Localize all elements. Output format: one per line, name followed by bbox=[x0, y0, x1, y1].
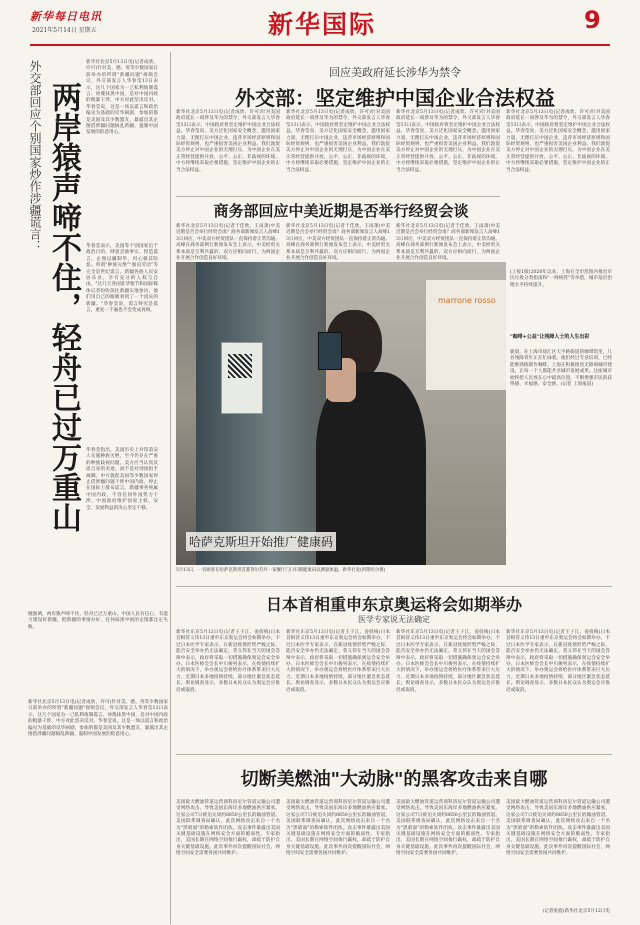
sidebar-body: 鹿晨，在上海市徐汇区天平路街道的咖啡馆里，几名残障青年正在忙碌着。他们经过专业培训，已经能够熟练制作咖啡。上海正积极推进无障碍城市建设，让每一个人都能共享城市发展成果。这座城市始终把人民放在心中最高位置，不断增强市民的获得感、幸福感、安全感。(记者 上海报道) bbox=[510, 350, 612, 388]
date-line: 2021年5月14日 星期五 bbox=[32, 27, 97, 34]
bottom-body-col2: 美国最大燃油管道运营商科洛尼尔管道运输公司遭受网络攻击，导致美国东海岸多地燃油供应紧张。这家公司7日被迫关闭约8850公里长的输油管道。美国联邦调查局确认，此次网络攻击来自一个名为"黑暗面"的勒索软件团伙。攻击事件暴露出美国关键基础设施在网络安全方面的脆弱性。专家指出，美国长期在网络空间推行霸权，却疏于防护自身关键基础设施。此次事件再次提醒国际社会，网络空间安全需要各国共同维护。 bbox=[286, 800, 390, 857]
photo-qr-code bbox=[228, 354, 252, 378]
page-number: 9 bbox=[584, 6, 601, 34]
bottom-footer-credit: (记者张旋)新华社北京5月12日电 bbox=[542, 909, 610, 914]
top-body-col2: 新华社北京5月13日电(记者成欣、许可)针对美国政府延长一项涉及华为的禁令，外交部发言人华春莹13日表示，中国政府将坚定维护中国企业合法权益。华春莹说，美方泛化国家安全概念，滥用国家力量，无理打压中国企业，违背市场经济原则和国际经贸规则，也严重损害美国企业利益。我们敦促美方停止对中国企业的无理打压，为中国企业在美正常经营提供开放、公平、公正、非歧视的环境。中方将继续采取必要措施，坚定维护中国企业的正当合法权益。 bbox=[286, 110, 390, 173]
mid-rule bbox=[176, 586, 612, 587]
sidebar-subhead: "咖啡+公益"让残障人士的人生出彩 bbox=[510, 334, 590, 340]
commerce-headline: 商务部回应中美近期是否举行经贸会谈 bbox=[213, 202, 469, 220]
commerce-body-col2: 新华社北京5月13日电(记者于佳欣、王雨萧)中美近期是否会举行经贸会谈？商务部新闻发言人高峰13日回应，中美双方经贸团队一直保持着正常沟通。高峰在商务部例行新闻发布会上表示，中美经贸关系本质是互利共赢的，双方应相向而行，为两国企业开展合作创造良好环境。 bbox=[286, 224, 390, 262]
column-divider-left bbox=[170, 52, 171, 924]
left-body-4: 她强调，两岸猿声啼不住，轻舟已过万重山。中国人民有信心、有能力建设好新疆，把新疆的事情办好，任何抹黑中国的企图都注定失败。 bbox=[28, 612, 168, 630]
photo-sign-text: marrone rosso bbox=[438, 296, 496, 305]
photo-poster bbox=[221, 342, 263, 414]
photo-headline: 哈萨克斯坦开始推广健康码 bbox=[186, 532, 336, 551]
header-rule bbox=[30, 44, 610, 46]
tokyo-headline: 日本首相重申东京奥运将会如期举办 bbox=[265, 595, 522, 614]
commerce-body-col3: 新华社北京5月13日电(记者于佳欣、王雨萧)中美近期是否会举行经贸会谈？商务部新闻发言人高峰13日回应，中美双方经贸团队一直保持着正常沟通。高峰在商务部例行新闻发布会上表示，中美经贸关系本质是互利共赢的，双方应相向而行，为两国企业开展合作创造良好环境。 bbox=[396, 224, 500, 262]
left-body-5: 新华社北京5月13日电(记者成欣、许可)针对美、德、英等少数国家日前举办的所谓"新疆问题"视频会议，外交部发言人华春莹13日表示，这几个国家为一己私利炮制谎言、诬蔑抹黑中国，是对中国内政的粗暴干涉，中方对此坚决反对。华春莹说，这是一场以谎言和政治偏见为基础的反华闹剧，参加的都是美国及其少数盟友，暴露出其企图借涉疆问题搞乱新疆、遏制中国发展的险恶用心。 bbox=[28, 700, 168, 738]
top-story-rule bbox=[176, 196, 500, 197]
left-body-1: 新华社北京5月13日电(记者成欣、许可)针对美、德、英等少数国家日前举办的所谓"新疆问题"视频会议，外交部发言人华春莹13日表示，这几个国家为一己私利炮制谎言、诬蔑抹黑中国，是对中国内政的粗暴干涉，中方对此坚决反对。华春莹说，这是一场以谎言和政治偏见为基础的反华闹剧，参加的都是美国及其少数盟友，暴露出其企图借涉疆问题搞乱新疆、遏制中国发展的险恶用心。 bbox=[86, 60, 158, 136]
photo-phone bbox=[318, 332, 342, 370]
tokyo-body-col1: 新华社东京5月13日电(记者王子江、姜俏梅)日本首相菅义伟13日重申东京奥运会将会如期举办，不过日本医学专家表示，在新冠疫情形势严峻之际，能否安全举办仍无法确定。菅义伟在当天的国会答辩中表示，政府将采取一切措施确保奥运会安全举办。日本医师会会长中川俊男表示，在疫情持续扩大的情况下，举办奥运会将给医疗体系带来巨大压力。近期日本多地疫情持续，部分地区紧急状态延长。舆论调查显示，多数日本民众认为奥运会应推迟或取消。 bbox=[176, 630, 280, 693]
left-body-3: 华春莹指出，美国历史上对印第安人实施种族灭绝，至今仍存在严重的种族歧视问题。美方应当认真反思自身的劣迹，而不是对别国指手画脚。中方敦促美国等少数国家停止借涉疆问题干涉中国内政，停止在国际上散布谎言。新疆事务纯属中国内政，不容任何外国势力干涉。中国政府维护国家主权、安全、发展利益的决心坚定不移。 bbox=[86, 448, 158, 511]
section-title: 新华国际 bbox=[268, 10, 377, 39]
tokyo-subhead: 医学专家说无法确定 bbox=[358, 615, 430, 624]
sidebar-lead: (上接1版)2020年以来，上海在全市范围内推出市民垃圾分类指南和"一网统管"等举措，城市基层治理水平持续提升。 bbox=[510, 270, 612, 288]
top-body-col3: 新华社北京5月13日电(记者成欣、许可)针对美国政府延长一项涉及华为的禁令，外交部发言人华春莹13日表示，中国政府将坚定维护中国企业合法权益。华春莹说，美方泛化国家安全概念，滥用国家力量，无理打压中国企业，违背市场经济原则和国际经贸规则，也严重损害美国企业利益。我们敦促美方停止对中国企业的无理打压，为中国企业在美正常经营提供开放、公平、公正、非歧视的环境。中方将继续采取必要措施，坚定维护中国企业的正当合法权益。 bbox=[396, 110, 500, 173]
bottom-rule bbox=[176, 754, 612, 755]
top-kicker: 回应美政府延长涉华为禁令 bbox=[329, 66, 461, 79]
news-photo bbox=[176, 262, 506, 565]
left-kicker: 外交部回应个别国家炒作涉疆谎言： bbox=[28, 60, 42, 252]
tokyo-body-col4: 新华社东京5月13日电(记者王子江、姜俏梅)日本首相菅义伟13日重申东京奥运会将会如期举办，不过日本医学专家表示，在新冠疫情形势严峻之际，能否安全举办仍无法确定。菅义伟在当天的国会答辩中表示，政府将采取一切措施确保奥运会安全举办。日本医师会会长中川俊男表示，在疫情持续扩大的情况下，举办奥运会将给医疗体系带来巨大压力。近期日本多地疫情持续，部分地区紧急状态延长。舆论调查显示，多数日本民众认为奥运会应推迟或取消。 bbox=[506, 630, 610, 693]
top-headline: 外交部：坚定维护中国企业合法权益 bbox=[235, 86, 555, 110]
top-body-col1: 新华社北京5月13日电(记者成欣、许可)针对美国政府延长一项涉及华为的禁令，外交部发言人华春莹13日表示，中国政府将坚定维护中国企业合法权益。华春莹说，美方泛化国家安全概念，滥用国家力量，无理打压中国企业，违背市场经济原则和国际经贸规则，也严重损害美国企业利益。我们敦促美方停止对中国企业的无理打压，为中国企业在美正常经营提供开放、公平、公正、非歧视的环境。中方将继续采取必要措施，坚定维护中国企业的正当合法权益。 bbox=[176, 110, 280, 173]
masthead: 新华每日电讯 bbox=[30, 10, 102, 23]
commerce-body-col1: 新华社北京5月13日电(记者于佳欣、王雨萧)中美近期是否会举行经贸会谈？商务部新闻发言人高峰13日回应，中美双方经贸团队一直保持着正常沟通。高峰在商务部例行新闻发布会上表示，中美经贸关系本质是互利共赢的，双方应相向而行，为两国企业开展合作创造良好环境。 bbox=[176, 224, 280, 262]
bottom-headline: 切断美燃油"大动脉"的黑客攻击来自哪 bbox=[240, 769, 548, 790]
photo-caption: 5月13日，一名顾客在哈萨克斯坦首都努尔苏丹一家餐厅门口扫描健康码以测量体温。新华社发(阿斯哈尔摄) bbox=[176, 568, 386, 573]
bottom-body-col3: 美国最大燃油管道运营商科洛尼尔管道运输公司遭受网络攻击，导致美国东海岸多地燃油供应紧张。这家公司7日被迫关闭约8850公里长的输油管道。美国联邦调查局确认，此次网络攻击来自一个名为"黑暗面"的勒索软件团伙。攻击事件暴露出美国关键基础设施在网络安全方面的脆弱性。专家指出，美国长期在网络空间推行霸权，却疏于防护自身关键基础设施。此次事件再次提醒国际社会，网络空间安全需要各国共同维护。 bbox=[396, 800, 500, 857]
bottom-body-col4: 美国最大燃油管道运营商科洛尼尔管道运输公司遭受网络攻击，导致美国东海岸多地燃油供应紧张。这家公司7日被迫关闭约8850公里长的输油管道。美国联邦调查局确认，此次网络攻击来自一个名为"黑暗面"的勒索软件团伙。攻击事件暴露出美国关键基础设施在网络安全方面的脆弱性。专家指出，美国长期在网络空间推行霸权，却疏于防护自身关键基础设施。此次事件再次提醒国际社会，网络空间安全需要各国共同维护。 bbox=[506, 800, 610, 857]
tokyo-body-col2: 新华社东京5月13日电(记者王子江、姜俏梅)日本首相菅义伟13日重申东京奥运会将会如期举办，不过日本医学专家表示，在新冠疫情形势严峻之际，能否安全举办仍无法确定。菅义伟在当天的国会答辩中表示，政府将采取一切措施确保奥运会安全举办。日本医师会会长中川俊男表示，在疫情持续扩大的情况下，举办奥运会将给医疗体系带来巨大压力。近期日本多地疫情持续，部分地区紧急状态延长。舆论调查显示，多数日本民众认为奥运会应推迟或取消。 bbox=[286, 630, 390, 693]
bottom-body-col1: 美国最大燃油管道运营商科洛尼尔管道运输公司遭受网络攻击，导致美国东海岸多地燃油供应紧张。这家公司7日被迫关闭约8850公里长的输油管道。美国联邦调查局确认，此次网络攻击来自一个名为"黑暗面"的勒索软件团伙。攻击事件暴露出美国关键基础设施在网络安全方面的脆弱性。专家指出，美国长期在网络空间推行霸权，却疏于防护自身关键基础设施。此次事件再次提醒国际社会，网络空间安全需要各国共同维护。 bbox=[176, 800, 280, 857]
left-headline: 两岸猿声啼不住，轻舟已过万重山 bbox=[46, 82, 81, 532]
page-header bbox=[0, 0, 640, 46]
tokyo-body-col3: 新华社东京5月13日电(记者王子江、姜俏梅)日本首相菅义伟13日重申东京奥运会将会如期举办，不过日本医学专家表示，在新冠疫情形势严峻之际，能否安全举办仍无法确定。菅义伟在当天的国会答辩中表示，政府将采取一切措施确保奥运会安全举办。日本医师会会长中川俊男表示，在疫情持续扩大的情况下，举办奥运会将给医疗体系带来巨大压力。近期日本多地疫情持续，部分地区紧急状态延长。舆论调查显示，多数日本民众认为奥运会应推迟或取消。 bbox=[396, 630, 500, 693]
left-body-2: 华春莹表示，美国等个别国家出于政治目的，肆意歪曲事实、捏造谎言，企图以疆制华，用心极其险恶。所谓"种族灭绝""强迫劳动"等完全是世纪谎言，新疆各族人民安居乐业，享有充分的人权与自由。"这几天各国驻华使节和国际媒体记者纷纷前往新疆实地参访，他们用自己的眼睛看到了一个真实的新疆。"华春莹说，谎言终究是谎言，重复一千遍也不会变成真相。 bbox=[86, 244, 158, 314]
top-body-col4: 新华社北京5月13日电(记者成欣、许可)针对美国政府延长一项涉及华为的禁令，外交部发言人华春莹13日表示，中国政府将坚定维护中国企业合法权益。华春莹说，美方泛化国家安全概念，滥用国家力量，无理打压中国企业，违背市场经济原则和国际经贸规则，也严重损害美国企业利益。我们敦促美方停止对中国企业的无理打压，为中国企业在美正常经营提供开放、公平、公正、非歧视的环境。中方将继续采取必要措施，坚定维护中国企业的正当合法权益。 bbox=[506, 110, 610, 173]
